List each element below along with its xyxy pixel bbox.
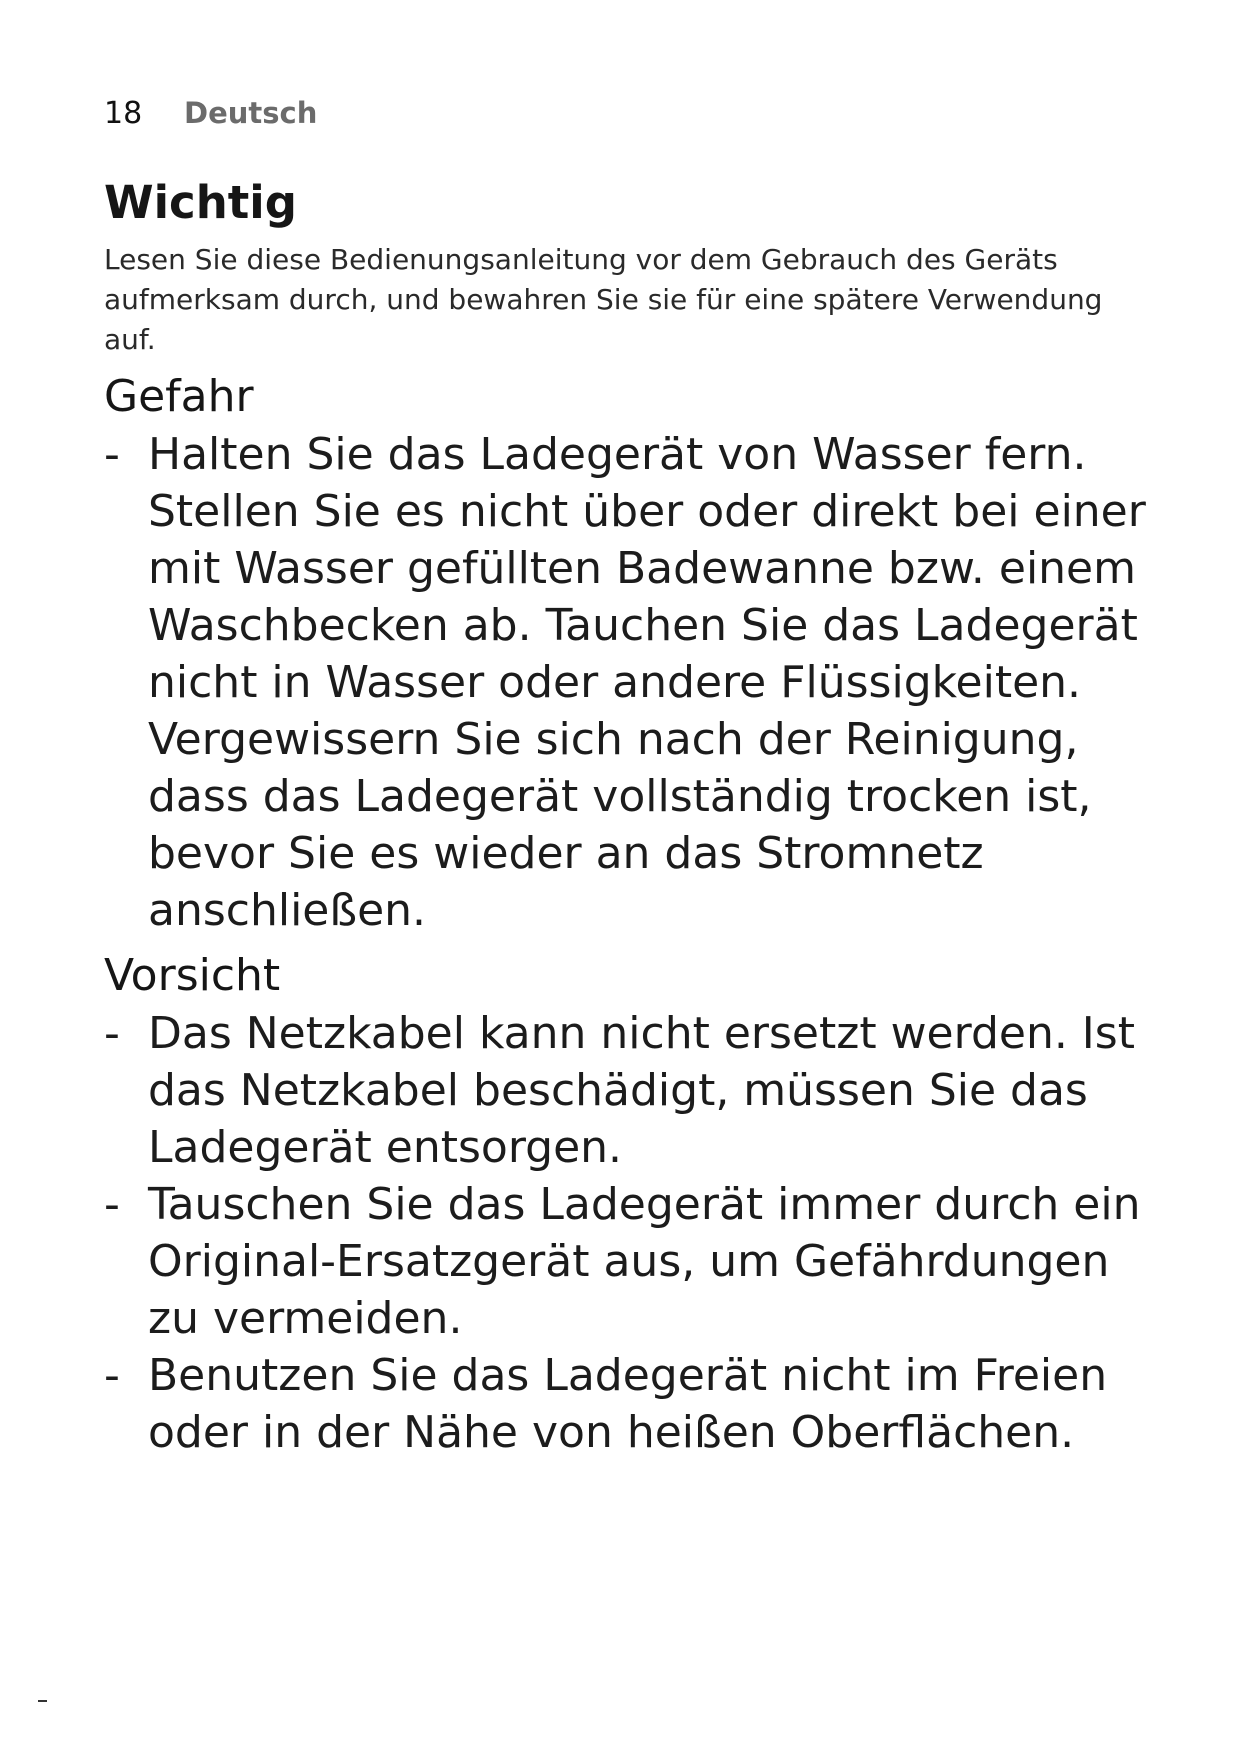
- list-item: [104, 1005, 1164, 1176]
- footer-divider: [38, 1700, 47, 1702]
- list-item-text: Das Netzkabel kann nicht ersetzt werden. Ist das Netzkabel beschädigt, müssen Sie das Ladegerät entsorgen.: [148, 1008, 1135, 1173]
- list-item-text: Halten Sie das Ladegerät von Wasser fern. Stellen Sie es nicht über oder direkt bei einer mit Wasser gefüllten Badewanne bzw. einem Waschbecken ab. Tauchen Sie das Ladegerät nicht in Wasser oder andere Flüssigkeiten. Vergewissern Sie sich nach der Reinigung, dass das Ladegerät vollständig trocken ist, bevor Sie es wieder an das Stromnetz anschließen.: [148, 429, 1146, 936]
- page-number: 18: [104, 96, 143, 131]
- bullet-dash: -: [104, 429, 120, 480]
- list-item: [104, 1176, 1164, 1347]
- list-item-text: Tauschen Sie das Ladegerät immer durch ein Original-Ersatzgerät aus, um Gefährdungen zu vermeiden.: [148, 1179, 1141, 1344]
- caution-list: [104, 1005, 1164, 1461]
- intro-paragraph: Lesen Sie diese Bedienungsanleitung vor dem Gebrauch des Geräts aufmerksam durch, und bewahren Sie sie für eine spätere Verwendung auf.: [104, 243, 1103, 356]
- list-item: [104, 426, 1164, 939]
- danger-list: [104, 426, 1164, 939]
- bullet-dash: -: [104, 1179, 120, 1230]
- bullet-dash: -: [104, 1350, 120, 1401]
- language-label: Deutsch: [184, 96, 318, 130]
- list-item-text: Benutzen Sie das Ladegerät nicht im Freien oder in der Nähe von heißen Oberflächen.: [148, 1350, 1108, 1458]
- list-item: [104, 1347, 1164, 1461]
- page-header: [104, 96, 317, 136]
- page-title: Wichtig: [104, 176, 297, 229]
- page-content: [104, 172, 1164, 1461]
- section-heading-danger: Gefahr: [104, 371, 254, 422]
- section-heading-caution: Vorsicht: [104, 950, 281, 1001]
- bullet-dash: -: [104, 1008, 120, 1059]
